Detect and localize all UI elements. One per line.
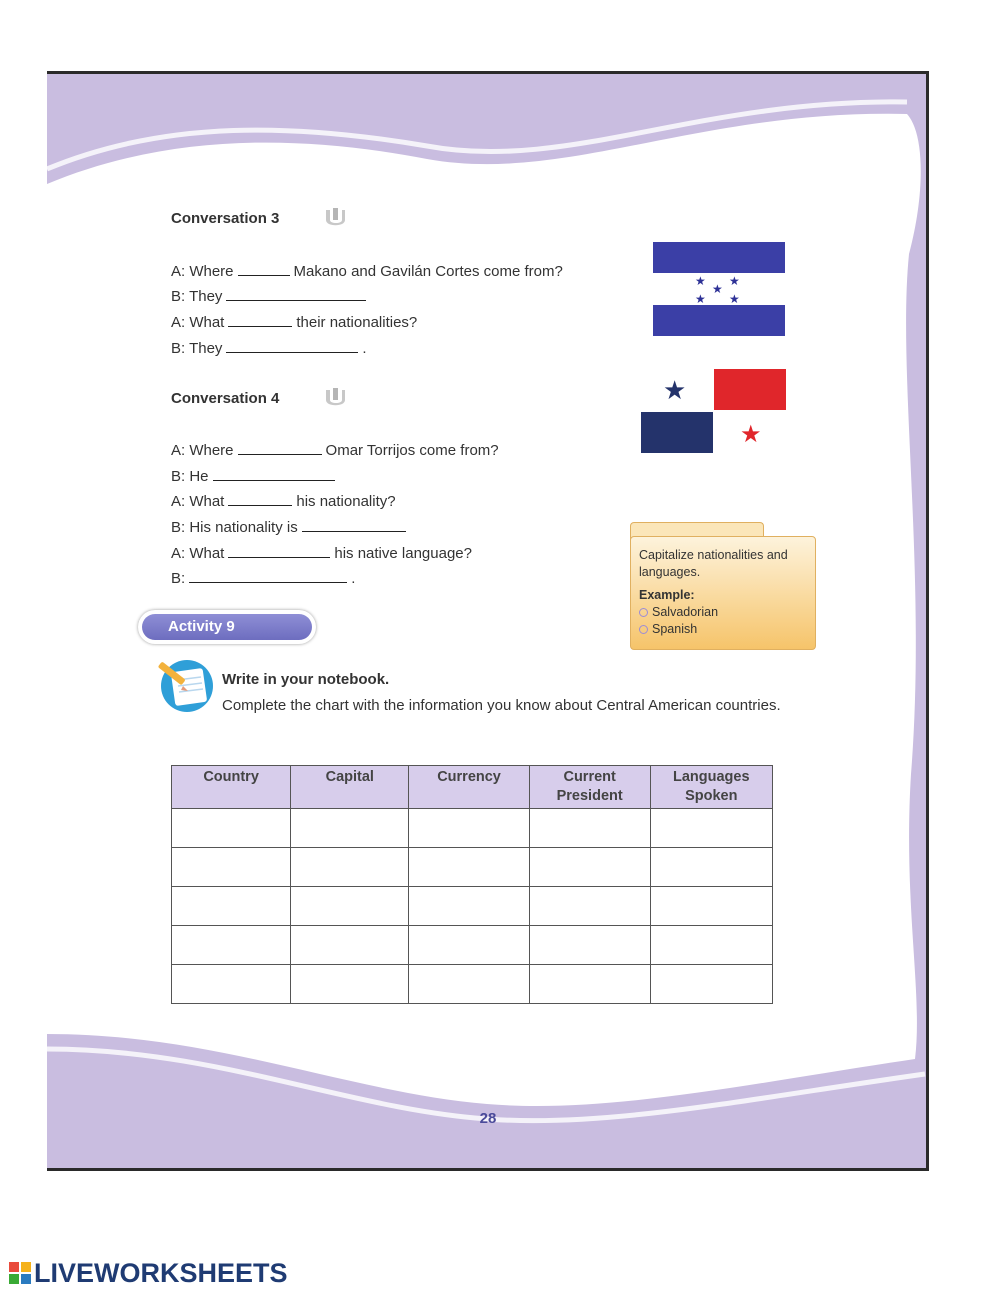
svg-text:★: ★ xyxy=(740,420,762,448)
line-text: Makano and Gavilán Cortes come from? xyxy=(293,263,563,280)
line-text: A: What xyxy=(171,545,225,562)
line-text: B: xyxy=(171,570,186,587)
activity-badge xyxy=(138,610,316,644)
table-cell[interactable] xyxy=(529,848,650,887)
answer-blank[interactable] xyxy=(302,518,406,532)
audio-icon xyxy=(322,386,348,408)
audio-icon xyxy=(322,206,348,228)
header-currency: Currency xyxy=(409,766,529,809)
header-capital: Capital xyxy=(291,766,409,809)
table-cell[interactable] xyxy=(529,887,650,926)
answer-blank[interactable] xyxy=(189,569,347,583)
line-text: B: They xyxy=(171,340,223,357)
line-text: his native language? xyxy=(334,545,472,562)
table-cell[interactable] xyxy=(291,809,409,848)
table-cell[interactable] xyxy=(650,809,772,848)
line-text: B: His nationality is xyxy=(171,519,298,536)
table-cell[interactable] xyxy=(291,887,409,926)
conversation-line xyxy=(171,492,396,510)
svg-text:★: ★ xyxy=(663,376,687,406)
table-cell[interactable] xyxy=(650,965,772,1004)
example-text: Spanish xyxy=(652,622,698,636)
conversation-3-title: Conversation 3 xyxy=(171,210,280,227)
conversation-line xyxy=(171,441,499,459)
line-text: Omar Torrijos come from? xyxy=(325,442,499,459)
page-number: 28 xyxy=(479,1110,497,1127)
header-country: Country xyxy=(172,766,291,809)
example-item xyxy=(639,604,807,621)
svg-text:★: ★ xyxy=(712,282,723,296)
conversation-line xyxy=(171,544,472,562)
tip-note-body xyxy=(630,536,816,650)
header-languages-spoken: Languages Spoken xyxy=(650,766,772,809)
conversation-line xyxy=(171,467,339,485)
liveworksheets-logo-icon xyxy=(9,1262,31,1284)
answer-blank[interactable] xyxy=(226,339,358,353)
conversation-line xyxy=(171,262,563,280)
answer-blank[interactable] xyxy=(228,544,330,558)
answer-blank[interactable] xyxy=(213,467,335,481)
table-header-row xyxy=(172,766,773,809)
table-cell[interactable] xyxy=(172,926,291,965)
answer-blank[interactable] xyxy=(228,313,292,327)
activity-description: Complete the chart with the information you know about Central American countries. xyxy=(222,697,781,714)
svg-text:★: ★ xyxy=(695,292,706,306)
table-cell[interactable] xyxy=(529,926,650,965)
honduras-flag-image xyxy=(653,242,785,336)
line-text: . xyxy=(351,570,356,587)
table-row xyxy=(172,809,773,848)
example-item xyxy=(639,621,807,638)
activity-instruction: Write in your notebook. xyxy=(222,671,390,688)
table-cell[interactable] xyxy=(409,887,529,926)
answer-blank[interactable] xyxy=(238,262,290,276)
table-cell[interactable] xyxy=(291,848,409,887)
table-row xyxy=(172,965,773,1004)
line-text: . xyxy=(362,340,367,357)
table-cell[interactable] xyxy=(529,965,650,1004)
central-america-chart xyxy=(171,765,773,1004)
activity-label: Activity 9 xyxy=(142,614,312,640)
line-text: A: Where xyxy=(171,263,234,280)
table-cell[interactable] xyxy=(650,848,772,887)
line-text: their nationalities? xyxy=(296,314,418,331)
notebook-pencil-icon xyxy=(155,656,217,714)
answer-blank[interactable] xyxy=(226,287,366,301)
line-text: A: What xyxy=(171,493,225,510)
table-cell[interactable] xyxy=(650,887,772,926)
svg-text:★: ★ xyxy=(695,274,706,288)
table-cell[interactable] xyxy=(291,965,409,1004)
table-cell[interactable] xyxy=(529,809,650,848)
table-cell[interactable] xyxy=(172,848,291,887)
conversation-line xyxy=(171,518,410,536)
conversation-line xyxy=(171,313,417,331)
panama-flag-image xyxy=(641,369,786,453)
table-cell[interactable] xyxy=(291,926,409,965)
conversation-4-title: Conversation 4 xyxy=(171,390,280,407)
worksheet-page xyxy=(47,71,929,1171)
svg-text:★: ★ xyxy=(729,292,740,306)
table-cell[interactable] xyxy=(172,809,291,848)
table-cell[interactable] xyxy=(409,848,529,887)
line-text: his nationality? xyxy=(296,493,396,510)
table-cell[interactable] xyxy=(650,926,772,965)
table-cell[interactable] xyxy=(409,926,529,965)
table-cell[interactable] xyxy=(409,965,529,1004)
example-label: Example: xyxy=(639,588,695,602)
example-text: Salvadorian xyxy=(652,605,719,619)
table-row xyxy=(172,926,773,965)
brand-wordmark[interactable]: LIVEWORKSHEETS xyxy=(34,1258,288,1288)
tip-text: Capitalize nationalities and languages. xyxy=(639,548,788,579)
conversation-line xyxy=(171,339,367,357)
answer-blank[interactable] xyxy=(238,441,322,455)
table-row xyxy=(172,848,773,887)
line-text: B: They xyxy=(171,288,223,305)
svg-text:★: ★ xyxy=(729,274,740,288)
line-text: B: He xyxy=(171,468,209,485)
line-text: A: Where xyxy=(171,442,234,459)
table-cell[interactable] xyxy=(172,965,291,1004)
answer-blank[interactable] xyxy=(228,492,292,506)
header-current-president: Current President xyxy=(529,766,650,809)
tip-note-folder xyxy=(630,522,818,652)
table-cell[interactable] xyxy=(409,809,529,848)
table-cell[interactable] xyxy=(172,887,291,926)
line-text: A: What xyxy=(171,314,225,331)
conversation-line xyxy=(171,569,355,587)
table-row xyxy=(172,887,773,926)
bullet-icon xyxy=(639,608,648,617)
bullet-icon xyxy=(639,625,648,634)
conversation-line xyxy=(171,287,370,305)
